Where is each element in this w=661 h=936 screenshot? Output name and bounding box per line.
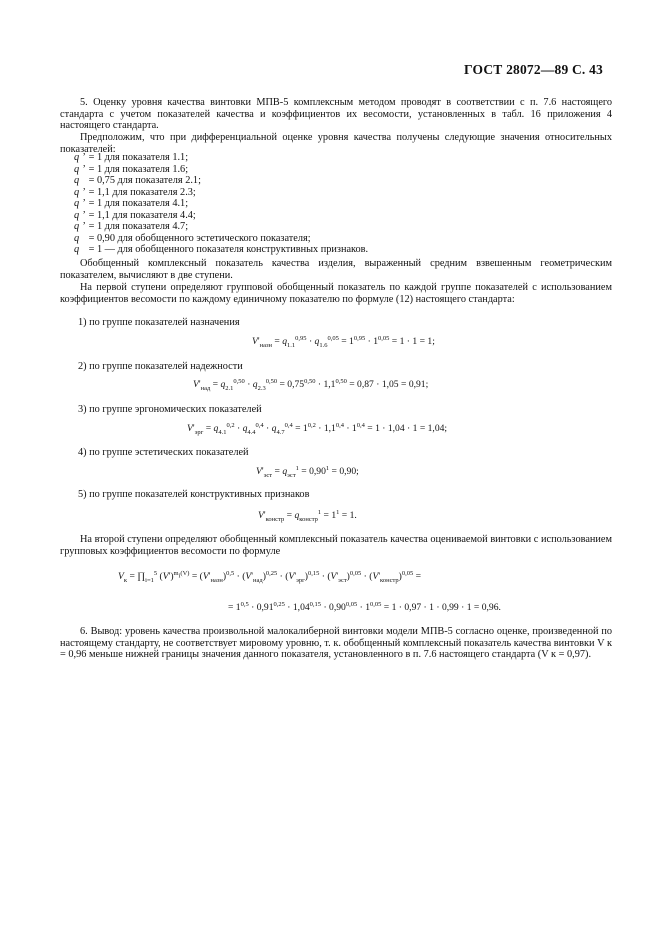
assumption-paragraph: Предположим, что при дифференциальной оценке уровня качества получены следующие значения относительных показателей:: [60, 132, 612, 155]
group-5-label: 5) по группе показателей конструктивных признаков: [78, 489, 310, 500]
conclusion-paragraph: 6. Вывод: уровень качества произвольной малокалиберной винтовки модели МПВ-5 согласно оценке, произведенной по настоящему стандарту, не соответствует мировому уровню, т. к. обобщенный комплексный показатель качества винтовки V к = 0,96 меньше нижней границы значения данного показателя, установленного в п. 7.6 настоящего стандарта (V к = 0,97).: [60, 626, 612, 661]
q-value-row: q ’ = 1 для показателя 1.6;: [74, 163, 189, 175]
q-value-row: q ’ = 1 для показателя 4.1;: [74, 198, 189, 210]
first-step-paragraph: На первой ступени определяют групповой обобщенный показатель по каждой группе показателей с использованием коэффициентов весомости по каждому единичному показателю по формуле (12) настоящего стандарта:: [60, 282, 612, 305]
page-header: ГОСТ 28072—89 С. 43: [464, 62, 603, 77]
paragraph-5: 5. Оценку уровня качества винтовки МПВ-5 комплексным методом проводят в соответствии с п. 7.6 настоящего стандарта с учетом показателей качества и коэффициентов их весомости, установленных в табл. 16 приложения 4 настоящего стандарта.: [60, 97, 612, 132]
q-value-row: q ’ = 1 для показателя 4.7;: [74, 221, 189, 233]
q-value-row: q = 0,75 для показателя 2.1;: [74, 175, 201, 187]
group-1-label: 1) по группе показателей назначения: [78, 317, 240, 328]
second-step-paragraph: На второй ступени определяют обобщенный комплексный показатель качества оцениваемой винтовки с использованием групповых коэффициентов весомости по формуле: [60, 534, 612, 557]
formula-group-1: $V'_{назн} = q_{1.1}^{0,95} \cdot q_{1.6}^{0,05} = 1^{0,95} \cdot 1^{0,05} = 1 \cdot 1 = 1$;: [252, 335, 435, 350]
group-2-label: 2) по группе показателей надежности: [78, 361, 243, 372]
formula-group-5: $V'_{констр} = q_{констр}^1 = 1^1 = 1$.: [258, 509, 357, 524]
q-value-list: [74, 152, 368, 256]
group-3-label: 3) по группе эргономических показателей: [78, 404, 262, 415]
formula-group-2: $V'_{над} = q_{2.1}^{0,50} \cdot q_{2.3}^{0,50} = 0,75^{0,50} \cdot 1,1^{0,50} = 0,87 \cdot 1,05 = 0,91$;: [193, 378, 429, 393]
formula-group-4: $V'_{эст} = q_{эст}^1 = 0,90^1 = 0,90$;: [256, 465, 359, 480]
q-value-row: q = 1 — для обобщенного показателя конструктивных признаков.: [74, 244, 369, 256]
q-value-row: q ’ = 1 для показателя 1.1;: [74, 152, 189, 163]
formula-overall-1: $V_к$ = $\prod_{i=1}^5$ $(V')^{m_i(V)} = (V'_{назн})^{0,5} \cdot (V'_{над})^{0,25} \cdot (V'_{эрг})^{0,15} \cdot (V'_{эст})^{0,05} \cdot (V'_{констр})^{0,05}$ =: [118, 570, 422, 585]
formula-group-3: $V'_{эрг} = q_{4.1}^{0,2} \cdot q_{4.4}^{0,4} \cdot q_{4.7}^{0,4} = 1^{0,2} \cdot 1,1^{0,4} \cdot 1^{0,4} = 1 \cdot 1,04 \cdot 1 = 1,04$;: [187, 422, 448, 437]
q-value-row: q = 0,90 для обобщенного эстетического показателя;: [74, 232, 311, 244]
formula-overall-2: = $1^{0,5} \cdot 0,91^{0,25} \cdot 1,04^{0,15} \cdot 0,90^{0,05} \cdot 1^{0,05} = 1 \cdot 0,97 \cdot 1 \cdot 0,99 \cdot 1 = 0,96$.: [228, 601, 501, 614]
generalized-paragraph: Обобщенный комплексный показатель качества изделия, выраженный средним взвешенным геометрическим показателем, вычисляют в две ступени.: [60, 258, 612, 281]
q-value-row: q ’ = 1,1 для показателя 2.3;: [74, 186, 196, 198]
q-value-row: q ’ = 1,1 для показателя 4.4;: [74, 209, 196, 221]
group-4-label: 4) по группе эстетических показателей: [78, 447, 249, 458]
